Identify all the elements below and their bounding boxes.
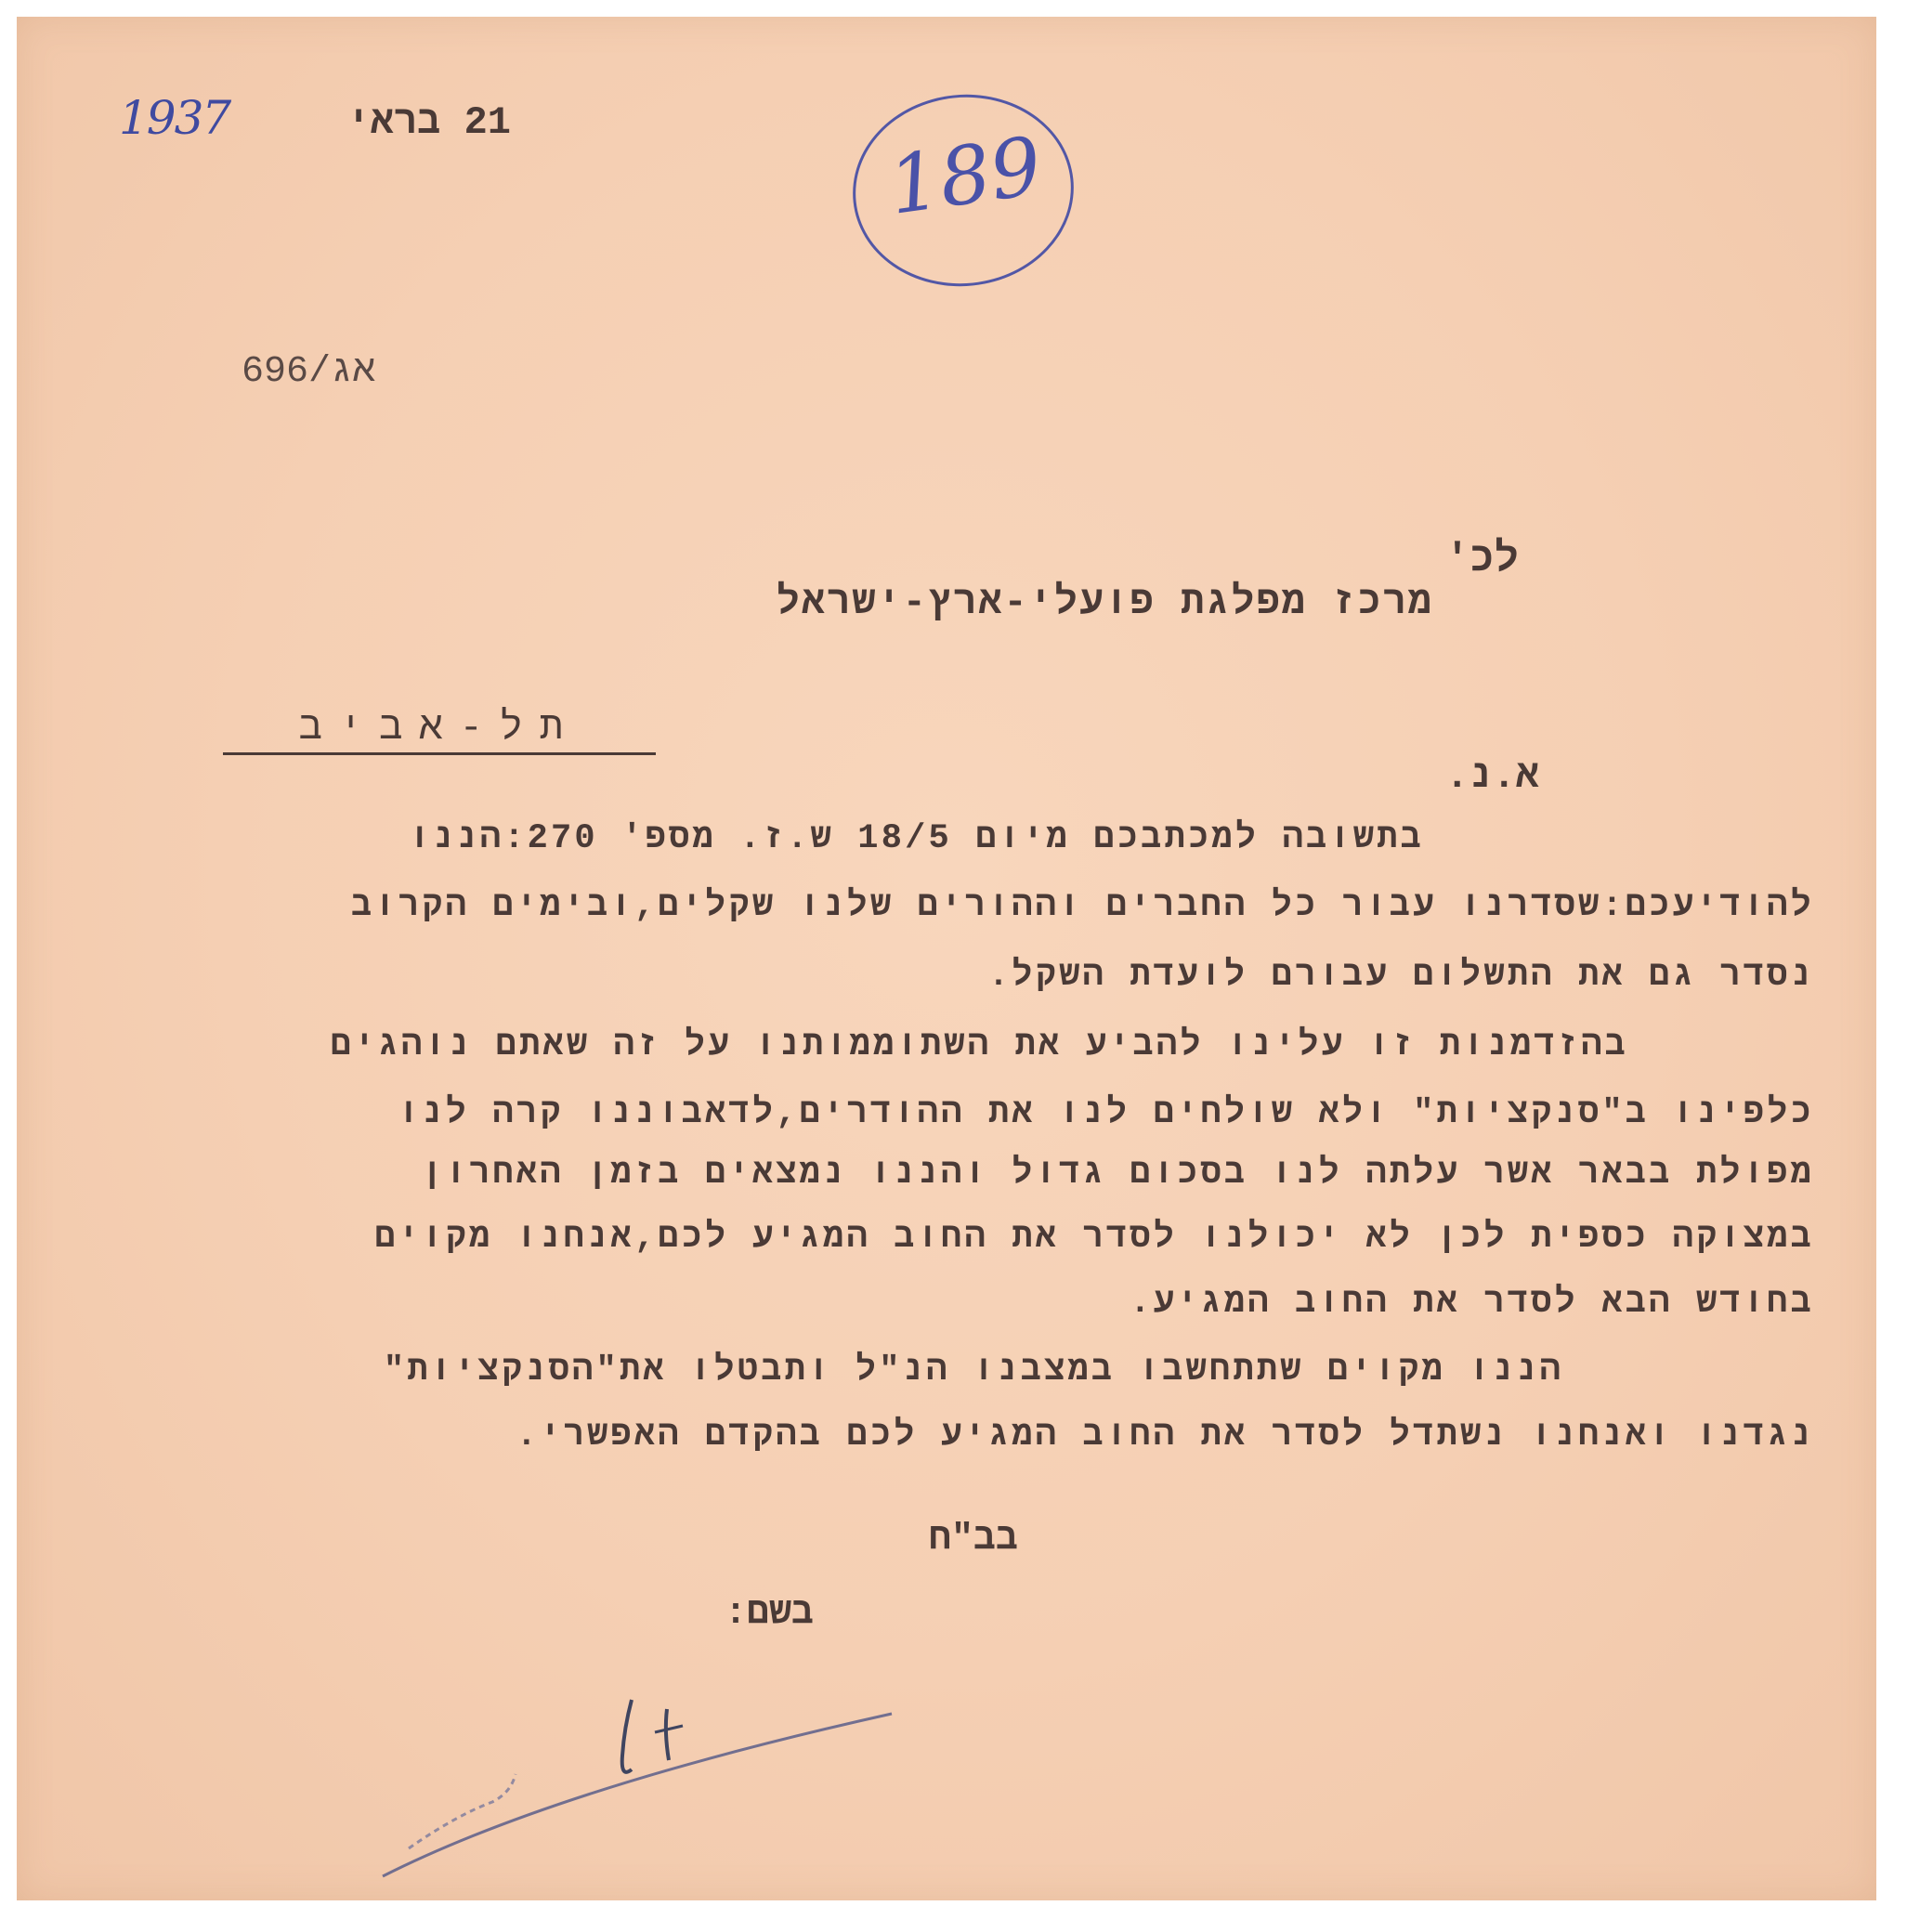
body-line: כלפינו ב"סנקציות" ולא שולחים לנו את ההודרים,לדאבוננו קרה לנו (398, 1094, 1814, 1133)
closing-regards: בב"ח (929, 1519, 1019, 1560)
body-line: במצוקה כספית לכן לא יכולנו לסדר את החוב המגיע לכם,אנחנו מקוים (374, 1219, 1814, 1258)
archive-stamp-number: 189 (882, 120, 1048, 233)
body-line: מפולת בבאר אשר עלתה לנו בסכום גדול והננו נמצאים בזמן האחרון (422, 1155, 1814, 1194)
body-line: בחודש הבא לסדר את החוב המגיע. (1130, 1284, 1814, 1323)
body-line: נסדר גם את התשלום עבורם לועדת השקל. (987, 957, 1814, 996)
salutation: א.נ. (1445, 754, 1539, 799)
body-line: נגדנו ואנחנו נשתדל לסדר את החוב המגיע לכם בהקדם האפשרי. (516, 1416, 1814, 1456)
recipient-to-label: לכ' (1444, 537, 1519, 583)
body-line: בהזדמנות זו עלינו להביע את השתוממותנו על זה שאתם נוהגים (330, 1026, 1628, 1065)
body-line: בתשובה למכתבכם מיום 18/5 ש.ז. מספ' 270:הננו (409, 819, 1424, 858)
body-line: הננו מקוים שתתחשבו במצבנו הנ"ל ותבטלו את"הסנקציות" (383, 1351, 1563, 1390)
reference-number: אג/696 (242, 351, 376, 393)
handwritten-year: 1937 (119, 91, 230, 145)
typed-date: 21 בראי (346, 100, 511, 145)
recipient-name: מרכז מפלגת פועלי-ארץ-ישראל (776, 581, 1433, 625)
handwritten-signature (372, 1616, 929, 1932)
body-line: להודיעכם:שסדרנו עבור כל החברים וההורים שלנו שקלים,ובימים הקרוב (350, 887, 1814, 926)
signature-label: בשם: (725, 1593, 815, 1635)
recipient-city: תל-אביב (223, 706, 656, 755)
